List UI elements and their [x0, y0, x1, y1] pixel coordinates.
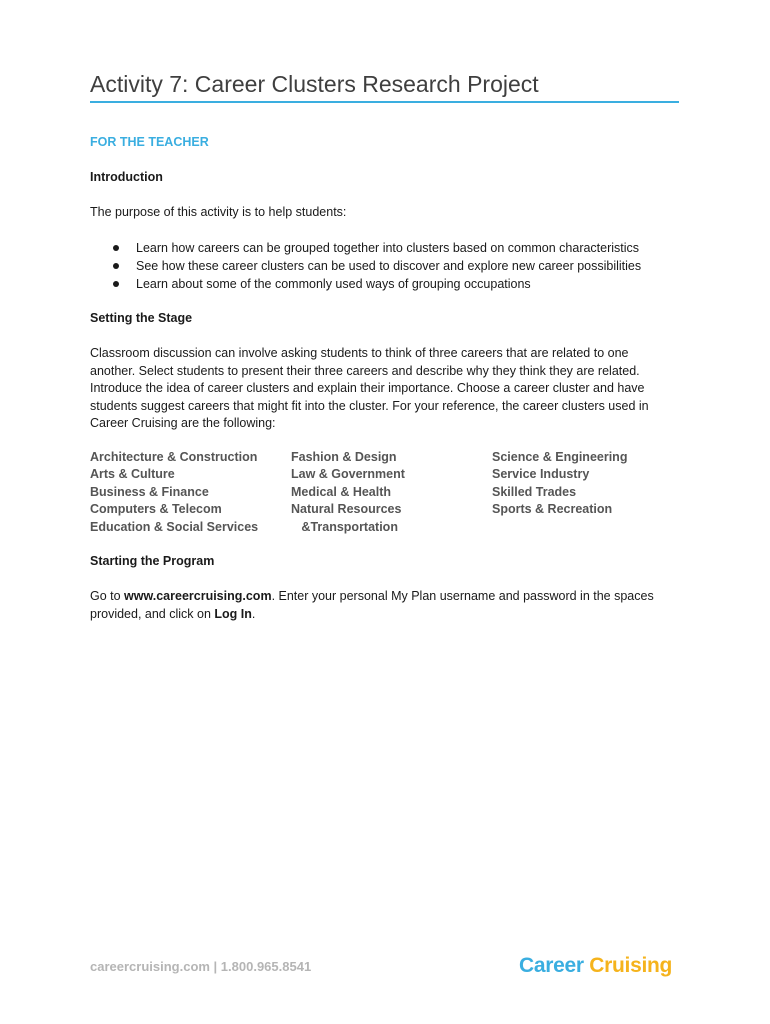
text-segment: . — [251, 606, 256, 621]
text-segment: Go to — [90, 589, 125, 603]
purpose-bullet-list — [112, 239, 641, 293]
cluster-item: Business & Finance — [90, 484, 209, 499]
cluster-item: Skilled Trades — [492, 484, 577, 499]
cluster-item: Architecture & Construction — [90, 450, 258, 464]
starting-program-body — [90, 588, 670, 623]
cluster-item: Computers & Telecom — [90, 502, 222, 517]
careercruising-link[interactable]: www.careercruising.com — [124, 589, 272, 603]
section-label-for-teacher: FOR THE TEACHER — [90, 135, 209, 149]
cluster-column-3 — [492, 449, 627, 519]
cluster-item: Medical & Health — [291, 484, 392, 499]
cluster-item: Service Industry — [492, 467, 590, 482]
bullet-item: See how these career clusters can be used to discover and explore new career possibilities — [112, 257, 641, 275]
cluster-column-2 — [291, 449, 405, 536]
cluster-item: Science & Engineering — [492, 450, 628, 464]
cluster-item: Law & Government — [291, 467, 405, 482]
footer-contact: careercruising.com | 1.800.965.8541 — [90, 959, 312, 974]
logo-text-career: Career — [519, 954, 584, 977]
page-title: Activity 7: Career Clusters Research Project — [90, 70, 679, 103]
starting-program-heading: Starting the Program — [90, 554, 215, 568]
cluster-item: Sports & Recreation — [492, 502, 613, 517]
cluster-item: Education & Social Services — [90, 519, 259, 534]
cluster-item: &Transportation — [291, 519, 398, 534]
introduction-lead: The purpose of this activity is to help students: — [90, 205, 347, 219]
setting-stage-body: Classroom discussion can involve asking students to think of three careers that are related to one another. Select students to present their three careers and describe why they think they are related. Introduce the idea of career clusters and explain their importance. Choose a career cluster and have students suggest careers that might fit into the cluster. For your reference, the career clusters used in Career Cruising are the following: — [90, 346, 649, 430]
cluster-item: Arts & Culture — [90, 467, 175, 482]
logo-text-cruising: Cruising — [583, 954, 673, 977]
log-in-reference: Log In — [214, 606, 252, 621]
career-cruising-logo — [519, 954, 672, 978]
cluster-column-1 — [90, 449, 258, 536]
text-segment: . Enter your personal My Plan username and password in the spaces provided, and click on — [90, 589, 654, 621]
bullet-item: Learn how careers can be grouped together into clusters based on common characteristics — [112, 239, 641, 257]
introduction-heading: Introduction — [90, 170, 163, 184]
cluster-item: Fashion & Design — [291, 450, 397, 464]
cluster-item: Natural Resources — [291, 502, 402, 517]
bullet-item: Learn about some of the commonly used ways of grouping occupations — [112, 275, 641, 293]
setting-stage-heading: Setting the Stage — [90, 311, 193, 325]
